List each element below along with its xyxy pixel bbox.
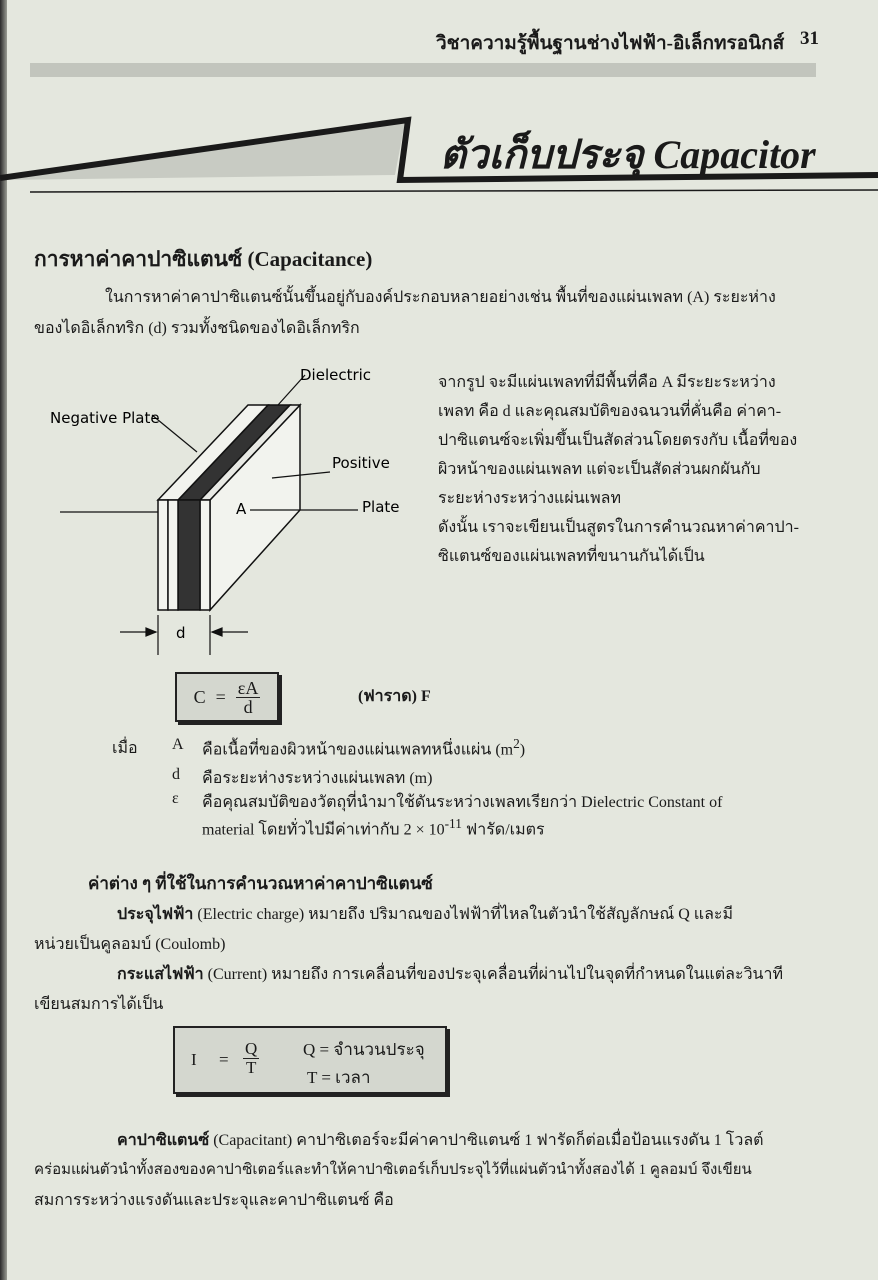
- definition-text: คือระยะห่างระหว่างแผ่นเพลท (m): [202, 770, 433, 787]
- formula-fraction: [243, 1040, 259, 1077]
- current-formula-box: [173, 1026, 447, 1094]
- where-label: เมื่อ: [112, 740, 138, 757]
- numerator: εA: [237, 677, 259, 698]
- charge-line-1: [117, 900, 733, 929]
- formula-lhs: I: [191, 1050, 197, 1069]
- symbol: d: [172, 766, 180, 783]
- intro-line-2: ของไดอิเล็กทริก (d) รวมทั้งชนิดของไดอิเล็กทริก: [34, 320, 360, 337]
- variable-definitions: [0, 730, 878, 850]
- current-line-1: [117, 960, 783, 989]
- definition-text-end: ฟารัด/เมตร: [461, 821, 545, 839]
- chapter-title: ตัวเก็บประจุ Capacitor: [440, 132, 816, 177]
- formula-equals: =: [215, 686, 226, 707]
- explanation-line: ระยะห่างระหว่างแผ่นเพลท: [438, 490, 622, 507]
- superscript: -11: [444, 816, 462, 831]
- term: กระแสไฟฟ้า: [117, 966, 204, 983]
- term: คาปาซิแตนซ์: [117, 1132, 210, 1149]
- capacitance-formula-box: [175, 672, 279, 722]
- diagram-explanation: [438, 368, 818, 571]
- page-number: 31: [800, 28, 819, 49]
- symbol: ε: [172, 790, 179, 807]
- definition: (Capacitant) คาปาซิเตอร์จะมีค่าคาปาซิแตนซ์ 1 ฟารัดก็ต่อเมื่อป้อนแรงดัน 1 โวลต์: [209, 1132, 764, 1149]
- formula-unit: (ฟาราด) F: [358, 688, 431, 705]
- formula-equals: =: [219, 1050, 229, 1069]
- explanation-line: ผิวหน้าของแผ่นเพลท แต่จะเป็นสัดส่วนผกผันกับ: [438, 461, 761, 478]
- label-negative-plate: Negative Plate: [50, 409, 160, 427]
- term: ประจุไฟฟ้า: [117, 906, 194, 923]
- definition-text: คือเนื้อที่ของผิวหน้าของแผ่นเพลทหนึ่งแผ่น (m: [202, 741, 514, 759]
- explanation-line: ปาซิแตนซ์จะเพิ่มขึ้นเป็นสัดส่วนโดยตรงกับ เนื้อที่ของ: [438, 432, 798, 449]
- denominator: T: [245, 1058, 257, 1077]
- current-line-2: เขียนสมการได้เป็น: [34, 996, 164, 1013]
- label-positive: Positive: [332, 454, 390, 472]
- definition-text: คือคุณสมบัติของวัตถุที่นำมาใช้ดันระหว่างเพลทเรียกว่า Dielectric Constant of: [202, 794, 723, 811]
- label-distance: d: [176, 624, 186, 642]
- header-band: [30, 63, 816, 77]
- explanation-line: จากรูป จะมีแผ่นเพลทที่มีพื้นที่คือ A มีระยะระหว่าง: [438, 374, 776, 391]
- formula-lhs: C: [193, 686, 206, 707]
- capacitant-line-2: คร่อมแผ่นตัวนำทั้งสองของคาปาซิเตอร์และทำให้คาปาซิเตอร์เก็บประจุไว้ที่แผ่นตัวนำทั้งสองได้ 1 คูลอมบ์ จึงเขียน: [34, 1162, 752, 1178]
- label-dielectric: Dielectric: [300, 366, 372, 384]
- definition-text-end: ): [519, 741, 526, 759]
- charge-line-2: หน่วยเป็นคูลอมบ์ (Coulomb): [34, 936, 226, 953]
- definition: (Current) หมายถึง การเคลื่อนที่ของประจุเคลื่อนที่ผ่านไปในจุดที่กำหนดในแต่ละวินาที: [203, 966, 784, 983]
- definition: (Electric charge) หมายถึง ปริมาณของไฟฟ้าที่ไหลในตัวนำใช้สัญลักษณ์ Q และมี: [193, 906, 734, 923]
- denominator: d: [243, 696, 253, 717]
- definition-t: T = เวลา: [307, 1068, 371, 1087]
- definition-text-2: material โดยทั่วไปมีค่าเท่ากับ 2 × 10: [202, 821, 445, 839]
- label-plate: Plate: [362, 498, 400, 516]
- explanation-line: เพลท คือ d และคุณสมบัติของฉนวนที่คั่นคือ ค่าคา-: [438, 403, 782, 420]
- capacitant-line-3: สมการระหว่างแรงดันและประจุและคาปาซิแตนซ์ คือ: [34, 1192, 394, 1209]
- symbol: A: [172, 736, 184, 753]
- values-heading: ค่าต่าง ๆ ที่ใช้ในการคำนวณหาค่าคาปาซิแตนซ์: [88, 874, 433, 893]
- superscript: 2: [513, 736, 520, 751]
- capacitor-diagram: [40, 360, 420, 660]
- explanation-line: ดังนั้น เราจะเขียนเป็นสูตรในการคำนวณหาค่าคาปา-: [438, 519, 799, 536]
- definition-q: Q = จำนวนประจุ: [303, 1040, 425, 1059]
- numerator: Q: [245, 1039, 258, 1058]
- intro-line-1: ในการหาค่าคาปาซิแตนซ์นั้นขึ้นอยู่กับองค์ประกอบหลายอย่างเช่น พื้นที่ของแผ่นเพลท (A) ระยะห่าง: [105, 289, 776, 306]
- running-header: วิชาความรู้พื้นฐานช่างไฟฟ้า-อิเล็กทรอนิกส์: [436, 33, 785, 54]
- label-area: A: [236, 500, 247, 518]
- capacitant-line-1: [117, 1126, 764, 1155]
- section-heading: การหาค่าคาปาซิแตนซ์ (Capacitance): [34, 247, 373, 271]
- formula-fraction: [236, 679, 261, 716]
- explanation-line: ซิแตนซ์ของแผ่นเพลทที่ขนานกันได้เป็น: [438, 548, 705, 565]
